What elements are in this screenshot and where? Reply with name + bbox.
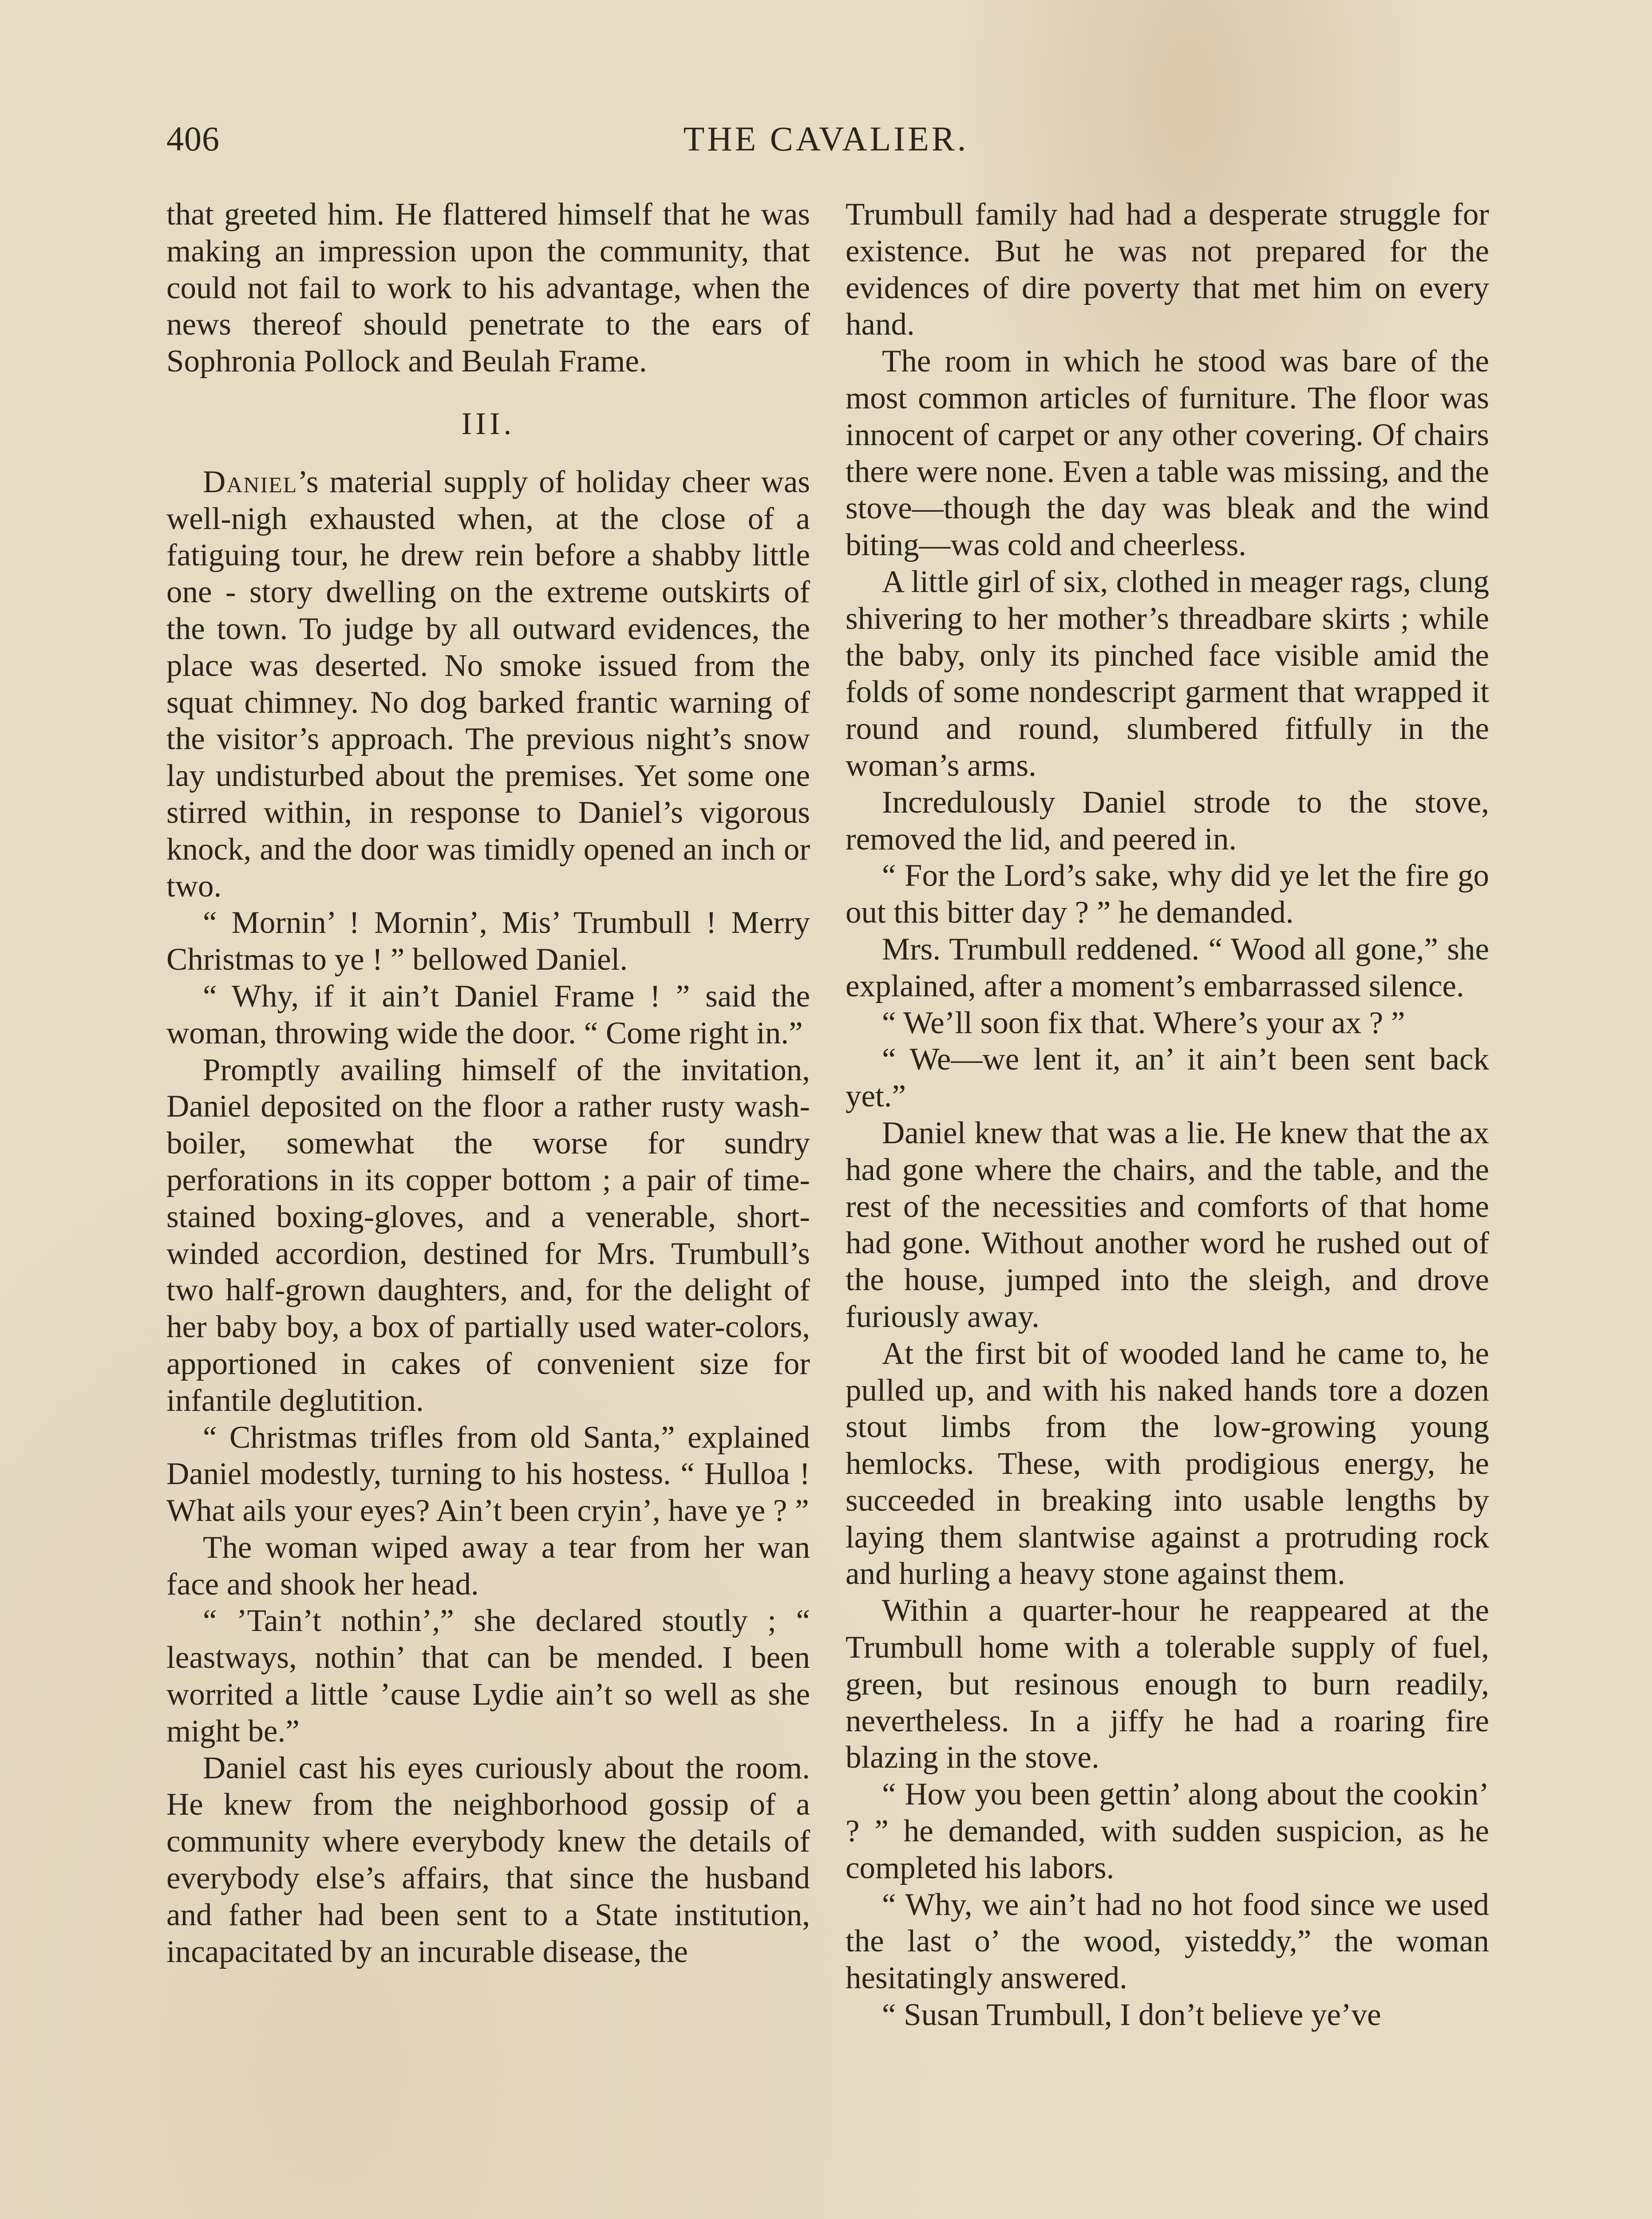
paragraph: Mrs. Trumbull reddened. “ Wood all gone,” she explained, after a moment’s embarrassed silence.: [846, 932, 1489, 1003]
paragraph: Daniel knew that was a lie. He knew that the ax had gone where the chairs, and the table, and the rest of the necessities and comforts of that home had gone. Without another word he rushed out of the house, jumped into the sleigh, and drove furiously away.: [846, 1115, 1489, 1334]
paragraph: “ ’Tain’t nothin’,” she declared stoutly ; “ leastways, nothin’ that can be mended. I been worrited a little ’cause Lydie ain’t so well as she might be.”: [166, 1603, 810, 1749]
paragraph: “ For the Lord’s sake, why did ye let the fire go out this bitter day ? ” he demanded.: [846, 858, 1489, 930]
right-column: [846, 196, 1489, 2033]
paragraph: The room in which he stood was bare of the most common articles of furniture. The floor was innocent of carpet or any other covering. Of chairs there were none. Even a table was missing, and the stove—though the day was bleak and the wind biting—was cold and cheerless.: [846, 344, 1489, 563]
section-heading: III.: [461, 406, 515, 441]
paragraph: “ Why, if it ain’t Daniel Frame ! ” said the woman, throwing wide the door. “ Come right in.”: [166, 979, 810, 1050]
page-number: 406: [166, 119, 220, 158]
paragraph: that greeted him. He flattered himself that he was making an impression upon the community, that could not fail to work to his advantage, when the news thereof should penetrate to the ears of Sophronia Pollock and Beulah Frame.: [166, 197, 810, 379]
paragraph: Promptly availing himself of the invitation, Daniel deposited on the floor a rather rusty wash-boiler, somewhat the worse for sundry perforations in its copper bottom ; a pair of time-stained boxing-gloves, and a venerable, short-winded accordion, destined for Mrs. Trumbull’s two half-grown daughters, and, for the delight of her baby boy, a box of partially used water-colors, apportioned in cakes of convenient size for infantile deglutition.: [166, 1052, 810, 1418]
paragraph: The woman wiped away a tear from her wan face and shook her head.: [166, 1530, 810, 1602]
paragraph: Within a quarter-hour he reappeared at the Trumbull home with a tolerable supply of fuel, green, but resinous enough to burn readily, nevertheless. In a jiffy he had a roaring fire blazing in the stove.: [846, 1593, 1489, 1775]
paragraph: A little girl of six, clothed in meager rags, clung shivering to her mother’s threadbare skirts ; while the baby, only its pinched face visible amid the folds of some nondescript garment that wrapped it round and round, slumbered fitfully in the woman’s arms.: [846, 564, 1489, 783]
paragraph: Daniel cast his eyes curiously about the room. He knew from the neighborhood gossip of a community where everybody knew the details of everybody else’s affairs, that since the husband and father had been sent to a State institution, incapacitated by an incurable disease, the: [166, 1750, 810, 1969]
paragraph: Incredulously Daniel strode to the stove, removed the lid, and peered in.: [846, 785, 1489, 857]
paragraph-text: ’s material supply of holiday cheer was well-nigh exhausted when, at the close of a fatiguing tour, he drew rein before a shabby little one - story dwelling on the extreme outskirts of the town. To judge by all outward evidences, the place was deserted. No smoke issued from the squat chimney. No dog barked frantic warning of the visitor’s approach. The previous night’s snow lay undisturbed about the premises. Yet some one stirred within, in response to Daniel’s vigorous knock, and the door was timidly opened an inch or two.: [166, 464, 810, 904]
left-column: [166, 196, 810, 1970]
paragraph: At the first bit of wooded land he came to, he pulled up, and with his naked hands tore a dozen stout limbs from the low-growing young hemlocks. These, with prodigious energy, he succeeded in breaking into usable lengths by laying them slantwise against a protruding rock and hurling a heavy stone against them.: [846, 1336, 1489, 1591]
paragraph: “ We’ll soon fix that. Where’s your ax ? ”: [882, 1005, 1405, 1040]
paragraph: “ Christmas trifles from old Santa,” explained Daniel modestly, turning to his hostess. “ Hulloa ! What ails your eyes? Ain’t been cryin’, have ye ? ”: [166, 1420, 810, 1528]
paragraph: [166, 464, 810, 905]
paragraph: “ How you been gettin’ along about the cookin’ ? ” he demanded, with sudden suspicion, as he completed his labors.: [846, 1777, 1489, 1885]
paragraph: “ Mornin’ ! Mornin’, Mis’ Trumbull ! Merry Christmas to ye ! ” bellowed Daniel.: [166, 905, 810, 977]
running-title: THE CAVALIER.: [683, 119, 969, 158]
paragraph: Trumbull family had had a desperate struggle for existence. But he was not prepared for the evidences of dire poverty that met him on every hand.: [846, 197, 1489, 342]
paragraph: “ We—we lent it, an’ it ain’t been sent back yet.”: [846, 1042, 1489, 1114]
paragraph: “ Susan Trumbull, I don’t believe ye’ve: [882, 1998, 1381, 2033]
paragraph: “ Why, we ain’t had no hot food since we used the last o’ the wood, yisteddy,” the woman hesitatingly answered.: [846, 1887, 1489, 1996]
paragraph-lead-word: Daniel: [203, 464, 298, 499]
